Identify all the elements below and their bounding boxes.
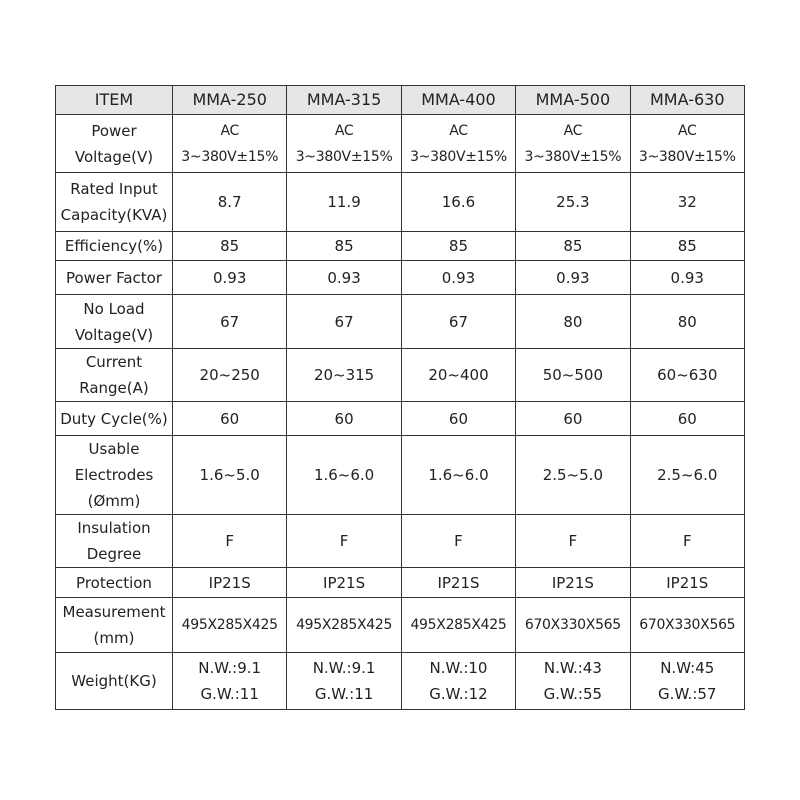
value-line: 0.93 xyxy=(212,268,247,287)
value-cell xyxy=(287,261,401,295)
value-line: 0.93 xyxy=(441,268,476,287)
value-cell xyxy=(516,598,630,653)
value-cell xyxy=(401,402,515,436)
value-line: N.W:45 xyxy=(660,659,715,677)
row-label xyxy=(56,568,173,598)
value-cell xyxy=(630,232,744,261)
value-cell xyxy=(516,436,630,515)
row-label-line: Weight(KG) xyxy=(71,672,157,690)
row-label-line: Capacity(KVA) xyxy=(60,206,168,224)
row-label xyxy=(56,515,173,568)
value-line: F xyxy=(225,532,235,550)
value-cell xyxy=(287,232,401,261)
table-row xyxy=(56,598,745,653)
value-line: N.W.:9.1 xyxy=(312,659,376,677)
value-cell xyxy=(401,515,515,568)
value-line: F xyxy=(568,532,578,550)
value-line: 495X285X425 xyxy=(296,617,393,633)
value-cell xyxy=(401,295,515,349)
value-cell xyxy=(173,261,287,295)
value-cell xyxy=(287,515,401,568)
value-line: AC xyxy=(220,122,239,139)
value-cell xyxy=(630,402,744,436)
value-cell xyxy=(287,173,401,232)
value-line: G.W.:55 xyxy=(543,685,603,703)
value-line: 495X285X425 xyxy=(410,617,507,633)
spec-table xyxy=(55,85,745,710)
value-line: 25.3 xyxy=(556,193,590,211)
value-cell xyxy=(516,653,630,710)
value-line: F xyxy=(454,532,463,550)
value-line: 67 xyxy=(220,312,240,331)
value-line: 50~500 xyxy=(542,366,604,384)
value-line: 60 xyxy=(448,409,469,428)
value-cell xyxy=(630,515,744,568)
value-cell xyxy=(173,232,287,261)
value-line: 60~630 xyxy=(657,366,718,384)
row-label-line: Voltage(V) xyxy=(74,325,154,344)
value-line: 20~250 xyxy=(199,366,260,384)
value-line: 60 xyxy=(220,409,240,428)
value-line: 495X285X425 xyxy=(181,617,278,633)
value-line: 8.7 xyxy=(217,193,242,211)
row-label-line: No Load xyxy=(83,299,145,318)
value-cell xyxy=(173,295,287,349)
value-cell xyxy=(630,349,744,402)
row-label xyxy=(56,115,173,173)
value-cell xyxy=(630,568,744,598)
header-model: MMA-630 xyxy=(630,86,744,115)
value-line: 85 xyxy=(334,237,354,255)
value-cell xyxy=(173,436,287,515)
row-label-line: Current xyxy=(85,353,143,371)
value-cell xyxy=(173,515,287,568)
row-label xyxy=(56,295,173,349)
header-model: MMA-500 xyxy=(516,86,630,115)
value-line: 3~380V±15% xyxy=(524,148,622,165)
table-row xyxy=(56,261,745,295)
value-cell xyxy=(516,115,630,173)
header-model: MMA-400 xyxy=(401,86,515,115)
table-row xyxy=(56,653,745,710)
row-label-line: Measurement xyxy=(62,603,166,621)
table-header xyxy=(56,86,745,115)
value-line: AC xyxy=(563,122,583,139)
value-cell xyxy=(630,653,744,710)
value-cell xyxy=(516,232,630,261)
row-label-line: Electrodes xyxy=(74,466,154,484)
value-cell xyxy=(401,568,515,598)
value-cell xyxy=(287,402,401,436)
row-label xyxy=(56,436,173,515)
value-line: N.W.:9.1 xyxy=(198,659,262,677)
value-line: 67 xyxy=(448,312,469,331)
value-line: AC xyxy=(449,122,468,139)
value-line: G.W.:11 xyxy=(314,685,374,703)
header-model: MMA-315 xyxy=(287,86,401,115)
value-cell xyxy=(287,568,401,598)
value-line: G.W.:11 xyxy=(200,685,259,703)
value-cell xyxy=(401,173,515,232)
value-cell xyxy=(516,402,630,436)
row-label xyxy=(56,232,173,261)
value-cell xyxy=(401,232,515,261)
row-label-line: Range(A) xyxy=(79,379,149,397)
value-cell xyxy=(401,115,515,173)
value-cell xyxy=(630,261,744,295)
row-label-line: Usable xyxy=(88,440,140,458)
value-cell xyxy=(630,598,744,653)
value-cell xyxy=(173,349,287,402)
header-model: MMA-250 xyxy=(173,86,287,115)
row-label-line: Efficiency(%) xyxy=(64,237,164,255)
value-line: 20~400 xyxy=(428,366,489,384)
table-row xyxy=(56,232,745,261)
table-row xyxy=(56,568,745,598)
row-label-line: Duty Cycle(%) xyxy=(60,409,168,428)
row-label-line: Degree xyxy=(86,545,142,563)
value-line: F xyxy=(682,532,692,550)
row-label-line: Power xyxy=(91,121,137,140)
value-line: 670X330X565 xyxy=(639,617,736,633)
value-line: 60 xyxy=(334,409,354,428)
value-cell xyxy=(287,349,401,402)
value-cell xyxy=(516,261,630,295)
row-label-line: Protection xyxy=(76,573,152,592)
row-label-line: Voltage(V) xyxy=(74,147,154,166)
row-label xyxy=(56,653,173,710)
value-cell xyxy=(401,653,515,710)
value-line: 11.9 xyxy=(327,193,361,211)
row-label xyxy=(56,173,173,232)
value-cell xyxy=(516,568,630,598)
value-line: IP21S xyxy=(208,573,251,592)
row-label xyxy=(56,402,173,436)
value-line: 1.6~6.0 xyxy=(428,466,489,484)
value-line: N.W.:43 xyxy=(543,659,602,677)
row-label xyxy=(56,349,173,402)
header-row xyxy=(56,86,745,115)
value-line: 85 xyxy=(220,237,240,255)
value-cell xyxy=(401,261,515,295)
table-row xyxy=(56,436,745,515)
value-line: 3~380V±15% xyxy=(410,148,507,165)
value-line: AC xyxy=(678,122,697,139)
value-line: 2.5~5.0 xyxy=(542,466,603,484)
value-cell xyxy=(401,349,515,402)
value-cell xyxy=(630,173,744,232)
value-line: 0.93 xyxy=(327,268,361,287)
value-line: IP21S xyxy=(551,573,594,592)
value-line: G.W.:57 xyxy=(658,685,717,703)
value-line: 32 xyxy=(677,193,697,211)
value-line: 60 xyxy=(677,409,697,428)
value-line: 3~380V±15% xyxy=(295,148,393,165)
value-cell xyxy=(287,436,401,515)
value-cell xyxy=(630,295,744,349)
value-line: 3~380V±15% xyxy=(181,148,279,165)
value-line: F xyxy=(339,532,349,550)
row-label-line: (mm) xyxy=(93,629,135,647)
value-line: 85 xyxy=(677,237,697,255)
table-body xyxy=(56,115,745,710)
value-line: AC xyxy=(334,122,354,139)
table-row xyxy=(56,402,745,436)
value-line: 67 xyxy=(334,312,354,331)
value-cell xyxy=(630,115,744,173)
value-line: 85 xyxy=(448,237,469,255)
value-line: 0.93 xyxy=(556,268,590,287)
value-line: IP21S xyxy=(666,573,709,592)
value-cell xyxy=(173,568,287,598)
value-cell xyxy=(516,295,630,349)
value-line: 1.6~5.0 xyxy=(199,466,260,484)
value-line: 85 xyxy=(563,237,583,255)
value-cell xyxy=(173,653,287,710)
value-line: 20~315 xyxy=(313,366,375,384)
value-line: 80 xyxy=(677,312,697,331)
table-row xyxy=(56,115,745,173)
value-line: 60 xyxy=(563,409,583,428)
value-cell xyxy=(287,295,401,349)
value-cell xyxy=(173,173,287,232)
row-label-line: Rated Input xyxy=(70,180,158,198)
value-line: IP21S xyxy=(323,573,366,592)
value-line: 1.6~6.0 xyxy=(313,466,375,484)
value-line: 2.5~6.0 xyxy=(657,466,718,484)
table-row xyxy=(56,295,745,349)
value-cell xyxy=(516,173,630,232)
row-label xyxy=(56,598,173,653)
table-row xyxy=(56,515,745,568)
value-cell xyxy=(173,402,287,436)
value-line: IP21S xyxy=(437,573,480,592)
value-cell xyxy=(630,436,744,515)
value-line: 16.6 xyxy=(441,193,476,211)
value-line: 3~380V±15% xyxy=(638,148,736,165)
value-cell xyxy=(516,349,630,402)
value-cell xyxy=(401,436,515,515)
value-cell xyxy=(287,653,401,710)
value-line: 0.93 xyxy=(670,268,704,287)
row-label-line: Insulation xyxy=(77,519,151,537)
value-cell xyxy=(401,598,515,653)
row-label-line: Power Factor xyxy=(65,268,163,287)
table-row xyxy=(56,349,745,402)
value-line: 670X330X565 xyxy=(524,617,621,633)
header-item: ITEM xyxy=(56,86,173,115)
value-cell xyxy=(173,115,287,173)
value-cell xyxy=(287,115,401,173)
table-row xyxy=(56,173,745,232)
value-cell xyxy=(173,598,287,653)
value-line: 80 xyxy=(563,312,583,331)
value-cell xyxy=(516,515,630,568)
row-label xyxy=(56,261,173,295)
row-label-line: (Ømm) xyxy=(87,492,141,510)
value-cell xyxy=(287,598,401,653)
value-line: N.W.:10 xyxy=(429,659,488,677)
value-line: G.W.:12 xyxy=(429,685,488,703)
